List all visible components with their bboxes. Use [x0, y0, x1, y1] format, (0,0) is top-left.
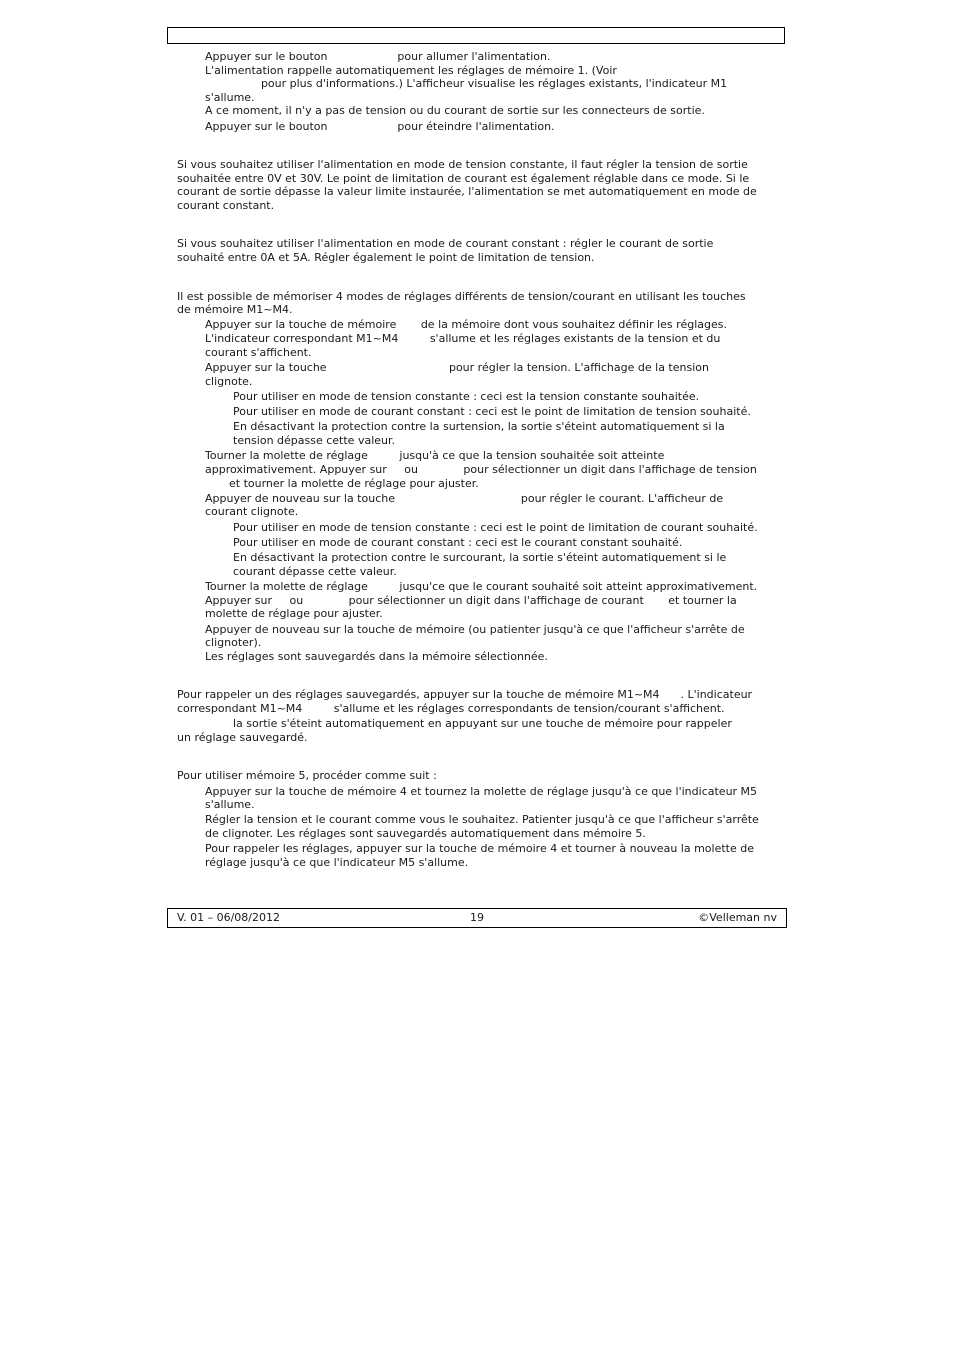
- text-line: Appuyer sur ou pour sélectionner un digit dans l'affichage de courant et tourner la: [205, 594, 737, 607]
- text-line: souhaitée entre 0V et 30V. Le point de limitation de courant est également réglable dans ce mode. Si le: [177, 172, 750, 185]
- text-line: L'indicateur correspondant M1~M4 s'allume et les réglages existants de la tension et du: [205, 332, 721, 345]
- text-line: courant dépasse cette valeur.: [233, 565, 397, 578]
- text-line: Pour utiliser en mode de tension constante : ceci est le point de limitation de courant souhaité.: [233, 521, 758, 534]
- text-line: Il est possible de mémoriser 4 modes de réglages différents de tension/courant en utilisant les touches: [177, 290, 746, 303]
- text-line: pour plus d'informations.) L'afficheur visualise les réglages existants, l'indicateur M1: [205, 77, 728, 90]
- text-line: courant de sortie dépasse la valeur limite instaurée, l'alimentation se met automatiquement en mode de: [177, 185, 757, 198]
- text-line: courant constant.: [177, 199, 275, 212]
- text-line: clignote.: [205, 375, 253, 388]
- text-line: Appuyer de nouveau sur la touche de mémoire (ou patienter jusqu'à ce que l'afficheur s'arrête de: [205, 623, 745, 636]
- footer-page-number: 19: [470, 911, 484, 924]
- text-line: clignoter).: [205, 636, 262, 649]
- text-line: courant s'affichent.: [205, 346, 312, 359]
- text-line: réglage jusqu'à ce que l'indicateur M5 s'allume.: [205, 856, 469, 869]
- text-line: Appuyer sur la touche pour régler la tension. L'affichage de la tension: [205, 361, 709, 374]
- text-line: approximativement. Appuyer sur ou pour sélectionner un digit dans l'affichage de tension: [205, 463, 757, 476]
- text-line: A ce moment, il n'y a pas de tension ou du courant de sortie sur les connecteurs de sortie.: [205, 104, 705, 117]
- text-line: Appuyer sur la touche de mémoire de la mémoire dont vous souhaitez définir les réglages.: [205, 318, 727, 331]
- text-line: courant clignote.: [205, 505, 299, 518]
- page-footer: [167, 908, 787, 928]
- text-line: s'allume.: [205, 91, 255, 104]
- text-line: Régler la tension et le courant comme vous le souhaitez. Patienter jusqu'à ce que l'afficheur s'arrête: [205, 813, 759, 826]
- text-line: correspondant M1~M4 s'allume et les réglages correspondants de tension/courant s'affichent.: [177, 702, 725, 715]
- text-line: L'alimentation rappelle automatiquement les réglages de mémoire 1. (Voir: [205, 64, 617, 77]
- text-line: Pour utiliser en mode de tension constante : ceci est la tension constante souhaitée.: [233, 390, 700, 403]
- text-line: Pour rappeler un des réglages sauvegardés, appuyer sur la touche de mémoire M1~M4 . L'indicateur: [177, 688, 753, 701]
- text-line: la sortie s'éteint automatiquement en appuyant sur une touche de mémoire pour rappeler: [177, 717, 732, 730]
- text-line: En désactivant la protection contre la surtension, la sortie s'éteint automatiquement si la: [233, 420, 725, 433]
- text-line: molette de réglage pour ajuster.: [205, 607, 383, 620]
- text-line: Appuyer sur le bouton pour allumer l'alimentation.: [205, 50, 551, 63]
- text-line: Pour utiliser en mode de courant constant : ceci est le point de limitation de tension souhaité.: [233, 405, 751, 418]
- text-line: Pour utiliser en mode de courant constant : ceci est le courant constant souhaité.: [233, 536, 683, 549]
- text-line: s'allume.: [205, 798, 255, 811]
- text-line: de mémoire M1~M4.: [177, 303, 293, 316]
- footer-version: V. 01 – 06/08/2012: [177, 911, 280, 924]
- text-line: Les réglages sont sauvegardés dans la mémoire sélectionnée.: [205, 650, 548, 663]
- text-line: En désactivant la protection contre le surcourant, la sortie s'éteint automatiquement si le: [233, 551, 727, 564]
- text-line: Si vous souhaitez utiliser l'alimentation en mode de tension constante, il faut régler la tension de sortie: [177, 158, 748, 171]
- text-line: Appuyer sur la touche de mémoire 4 et tournez la molette de réglage jusqu'à ce que l'indicateur M5: [205, 785, 758, 798]
- text-line: un réglage sauvegardé.: [177, 731, 308, 744]
- text-line: tension dépasse cette valeur.: [233, 434, 395, 447]
- text-line: Pour rappeler les réglages, appuyer sur la touche de mémoire 4 et tourner à nouveau la molette de: [205, 842, 754, 855]
- text-line: Appuyer sur le bouton pour éteindre l'alimentation.: [205, 120, 555, 133]
- text-line: Tourner la molette de réglage jusqu'à ce que la tension souhaitée soit atteinte: [205, 449, 665, 462]
- text-line: de clignoter. Les réglages sont sauvegardés automatiquement dans mémoire 5.: [205, 827, 646, 840]
- text-line: et tourner la molette de réglage pour ajuster.: [229, 477, 479, 490]
- text-line: Pour utiliser mémoire 5, procéder comme suit :: [177, 769, 437, 782]
- text-line: Si vous souhaitez utiliser l'alimentation en mode de courant constant : régler le courant de sortie: [177, 237, 714, 250]
- page-header-box: [167, 27, 785, 44]
- text-line: Appuyer de nouveau sur la touche pour régler le courant. L'afficheur de: [205, 492, 724, 505]
- text-line: Tourner la molette de réglage jusqu'ce que le courant souhaité soit atteint approximativement.: [205, 580, 758, 593]
- footer-copyright: ©Velleman nv: [698, 911, 777, 924]
- text-line: souhaité entre 0A et 5A. Régler également le point de limitation de tension.: [177, 251, 595, 264]
